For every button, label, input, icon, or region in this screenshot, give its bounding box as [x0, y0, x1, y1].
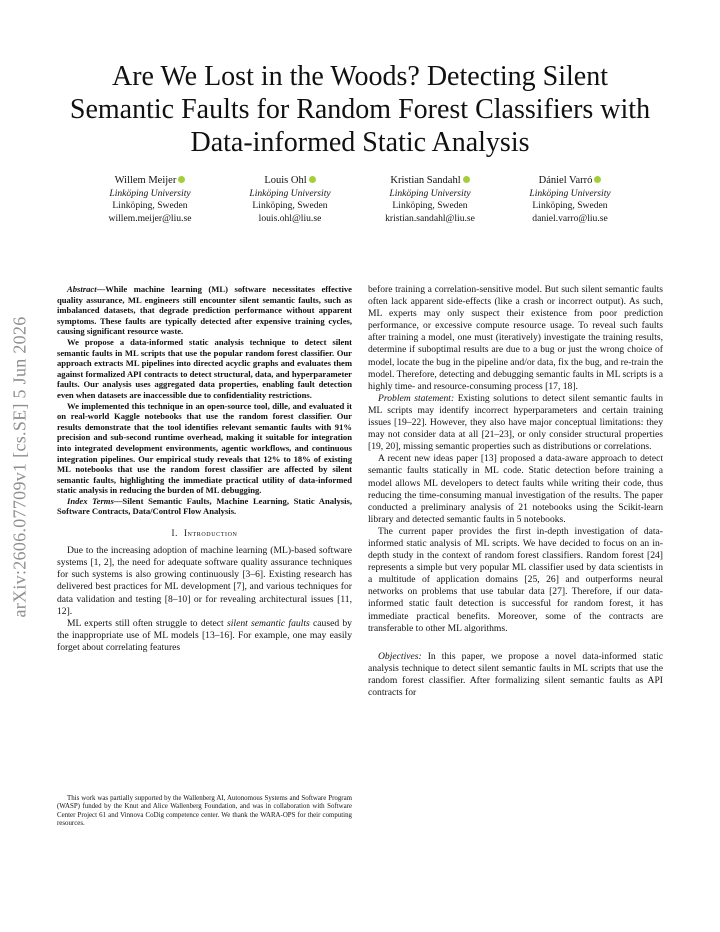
section-number: I. — [171, 528, 178, 539]
author-location: Linköping, Sweden — [392, 200, 468, 212]
abstract-p2: We propose a data-informed static analysis technique to detect silent semantic faults in ML scripts that use the popular random forest classifier. Our approach extracts ML pipelines into directed acyclic graphs and evaluates them against formalized API contracts to detect structural, data, and hyperparameter faults. Our analysis uses aggregated data properties, enabling fault detection even when datasets are inaccessible due to confidentiality restrictions. — [57, 336, 352, 400]
title-line-1: Are We Lost in the Woods? Detecting Silent — [111, 61, 609, 92]
intro-p5: The current paper provides the first in-depth investigation of data-informed static analysis of ML scripts. We have decided to focus on an in-depth study in the context of random forest classifiers. Random forest [24] represents a simple but very popular ML classifier used by data scientists in a multitude of application domains [25, 26] and outperforms neural networks on problems that use tabular data [27]. Therefore, if our data-informed static fault detection is successful for random forest, it has immediate practical benefits. Moreover, some of the contracts are transferable to other ML algorithms. — [368, 525, 663, 634]
problem-statement-label: Problem statement: — [378, 392, 455, 404]
objectives-label: Objectives: — [378, 650, 422, 662]
intro-p4: A recent new ideas paper [13] proposed a data-aware approach to detect semantic faults statically in ML code. Static detection before training a model allows ML developers to detect faults while writing their code, thus reducing the time-consuming manual investigation of the results. The paper conducted a preliminary analysis of 21 notebooks using the Scikit-learn library and detected semantic faults in 5 notebooks. — [368, 453, 663, 525]
abstract-p3: We implemented this technique in an open-source tool, dille, and evaluated it on real-world Kaggle notebooks that use the random forest classifier. Our results demonstrate that the tool identifies relevant semantic faults with 91% precision and sub-second runtime overhead, making it suitable for integration into integrated development environments, agentic workflows, and continuous integration pipelines. Our empirical study reveals that 12% to 18% of existing ML notebooks that use the random forest classifier are affected by silent semantic faults, highlighting the immediate practical utility of data-informed static analysis in reducing the burden of ML debugging. — [57, 400, 352, 496]
arxiv-stamp-text: arXiv:2606.07709v1 [cs.SE] 5 Jun 2026 — [9, 316, 30, 618]
orcid-icon[interactable] — [594, 176, 601, 183]
orcid-icon[interactable] — [309, 176, 316, 183]
abstract-label: Abstract — [67, 284, 97, 294]
author-affiliation: Linköping University — [529, 187, 611, 199]
author-affiliation: Linköping University — [109, 187, 191, 199]
orcid-icon[interactable] — [463, 176, 470, 183]
orcid-icon[interactable] — [178, 176, 185, 183]
author-name: Kristian Sandahl — [390, 175, 461, 186]
index-terms-text: —Silent Semantic Faults, Machine Learning, Static Analysis, Software Contracts, Data/Control Flow Analysis. — [57, 495, 352, 517]
intro-p1: Due to the increasing adoption of machine learning (ML)-based software systems [1, 2], the need for adequate software quality assurance techniques for such systems is also growing continuously [3–6]. Existing research has delivered best practices for ML development [7], and various techniques for data validation and testing [8–10] or for revealing architectural issues [11, 12]. — [57, 545, 352, 617]
author-affiliation: Linköping University — [389, 187, 471, 199]
title-line-3: Data-informed Static Analysis — [190, 127, 530, 158]
author-name: Dániel Varró — [538, 175, 593, 186]
title-line-2: Semantic Faults for Random Forest Classifiers with — [69, 94, 651, 125]
author-email[interactable]: willem.meijer@liu.se — [108, 212, 192, 224]
left-column — [57, 284, 352, 654]
author-email[interactable]: louis.ohl@liu.se — [258, 212, 322, 224]
problem-statement: Problem statement: Existing solutions to detect silent semantic faults in ML scripts may identify incorrect hyperparameters and certain training issues [19–22]. However, they also have major conceptual limitations: they may not consider data at all [21–23], or only consider structural properties [19, 20], missing semantic properties such as distributions or correlations. — [368, 392, 664, 453]
section-title: Introduction — [183, 528, 238, 539]
author-block — [80, 175, 640, 225]
author-4 — [500, 175, 640, 225]
funding-footnote: This work was partially supported by the Wallenberg AI, Autonomous Systems and Software Program (WASP) funded by the Knut and Alice Wallenberg Foundation, and was in collaboration with Software Center Project 61 and Vinnova CoDig competence center. We thank the WARA-OPS for their computing resources. — [57, 795, 352, 828]
author-1 — [80, 175, 220, 225]
author-location: Linköping, Sweden — [252, 200, 328, 212]
abstract-p1: —While machine learning (ML) software necessitates effective quality assurance, ML engineers still encounter silent semantic faults, such as imbalanced datasets, that degrade prediction performance without apparent symptoms. These faults are typically detected after expensive training cycles, causing significant resource waste. — [57, 284, 352, 337]
index-terms-label: Index Terms — [67, 495, 114, 506]
author-location: Linköping, Sweden — [532, 200, 608, 212]
abstract — [57, 284, 352, 517]
author-affiliation: Linköping University — [249, 187, 331, 199]
author-email[interactable]: kristian.sandahl@liu.se — [385, 212, 475, 224]
arxiv-stamp — [4, 272, 36, 662]
silent-semantic-faults-term: silent semantic faults — [227, 617, 310, 629]
author-location: Linköping, Sweden — [112, 200, 188, 212]
right-column — [368, 284, 663, 699]
index-terms — [57, 496, 352, 517]
author-email[interactable]: daniel.varro@liu.se — [532, 212, 608, 224]
objectives: Objectives: In this paper, we propose a novel data-informed static analysis technique to detect silent semantic faults in ML scripts that use the random forest classifier. After formalizing silent semantic faults as API contracts for — [368, 650, 663, 698]
intro-p2: ML experts still often struggle to detect silent semantic faults caused by the inappropriate use of ML models [13–16]. For example, one may easily forget about correlating features — [57, 617, 352, 653]
paper-title — [40, 60, 680, 159]
section-heading — [57, 527, 352, 539]
author-name: Louis Ohl — [264, 175, 307, 186]
author-name: Willem Meijer — [114, 175, 177, 186]
author-2 — [220, 175, 360, 225]
author-3 — [360, 175, 500, 225]
intro-p3: before training a correlation-sensitive model. But such silent semantic faults often lack apparent side-effects (like a crash or incorrect output). As such, ML experts may only suspect their existence from poor prediction performance, or excessive compute resource usage. To reveal such faults after training a model, one must (iteratively) investigate the training results, determine if suboptimal results are due to a bug or just the wrong choice of model, locate the bug in the pipeline and/or data, fix the bug, and re-train the model. Therefore, detecting and debugging semantic faults in ML scripts is a highly time- and resource-consuming process [17, 18]. — [368, 284, 663, 392]
